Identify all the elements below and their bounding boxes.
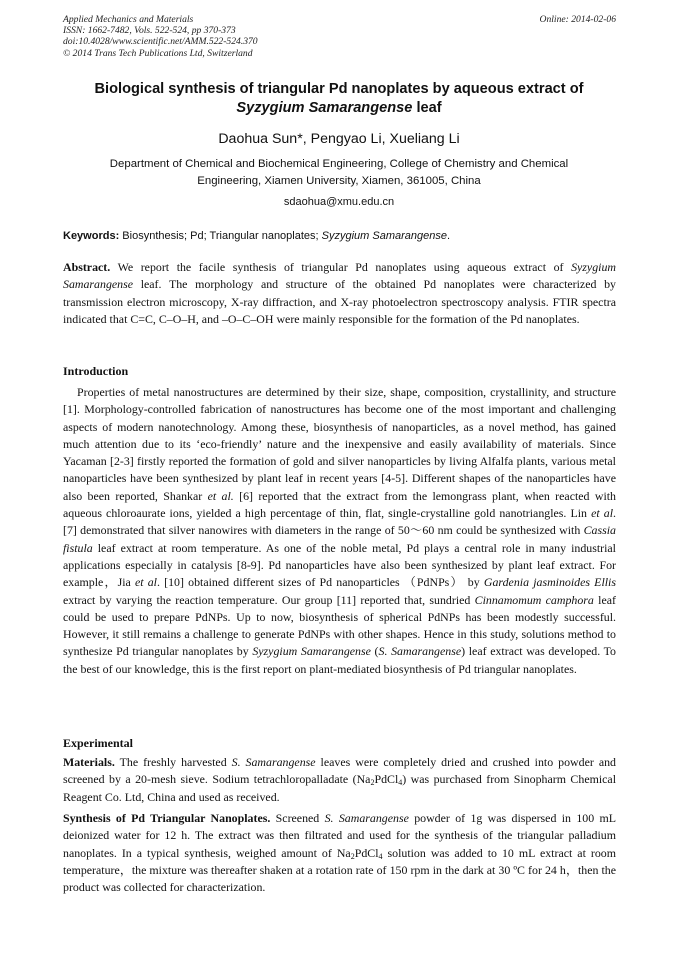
author-list: Daohua Sun*, Pengyao Li, Xueliang Li — [218, 131, 460, 147]
introduction-body: Properties of metal nanostructures are determined by their size, shape, composition, crystallinity, and structure [1]. Morphology-controlled fabrication of nanostructures has become one of the most important and challenging aspects of modern nanotechnology. Among these, biosynthesis of nanoparticles, as a novel method, has gained much attention due to its ‘eco-friendly’ nature and the inexpensive and easily availability of materials. Since Yacaman [2-3] firstly reported the formation of gold and silver nanoparticles by living Alfalfa plants, various metal nanoparticles have been synthesized by plant leaf in recent years [4-5]. Different shapes of the nanoparticles have also been reported, Shankar et al. [6] reported that the extract from the lemongrass plant, when reacted with aqueous chloroaurate ions, yielded a high percentage of thin, flat, single-crystalline gold nanotriangles. Lin et al. [7] demonstrated that silver nanowires with diameters in the range of 50～60 nm could be synthesized with Cassia fistula leaf extract at room temperature. As one of the noble metal, Pd plays a central role in many industrial applications especially in catalysis [8-9]. Pd nanoparticles have also been synthesized by plant leaf extract. For example，Jia et al. [10] obtained different sizes of Pd nanoparticles （PdNPs） by Gardenia jasminoides Ellis extract by varying the reaction temperature. Our group [11] reported that, sundried Cinnamomum camphora leaf could be used to prepare PdNPs. Up to now, biosynthesis of spherical PdNPs has been modestly successful. However, it still remains a challenge to generate PdNPs with other shapes. Hence in this study, solutions method to synthesize Pd triangular nanoplates by Syzygium Samarangense (S. Samarangense) leaf extract was developed. To the best of our knowledge, this is the first report on plant-mediated biosynthesis of Pd triangular nanoplates. — [63, 385, 617, 676]
introduction-heading: Introduction — [63, 364, 129, 378]
materials-paragraph: Materials. The freshly harvested S. Samarangense leaves were completely dried and crushed into powder and screened by a 20-mesh sieve. Sodium tetrachloropalladate $(Na_2PdCl_4)$ was purchased from Sinopharm Chemical Reagent Co. Ltd, China and used as received. — [63, 755, 617, 804]
journal-header — [63, 14, 258, 59]
materials-label: Materials. — [63, 755, 115, 769]
keywords-label: Keywords: — [63, 230, 120, 242]
abstract: Abstract. We report the facile synthesis of triangular Pd nanoplates using aqueous extract of Syzygium Samarangense leaf. The morphology and structure of the obtained Pd nanoplates were characterized by transmission electron microscopy, X-ray diffraction, and X-ray photoelectron spectroscopy analysis. FTIR spectra indicated that C=C, C–O–H, and –O–C–OH were mainly responsible for the formation of the Pd nanoplates. — [63, 260, 616, 326]
issn-line: ISSN: 1662-7482, Vols. 522-524, pp 370-373 — [63, 25, 236, 37]
affiliation: Department of Chemical and Biochemical Engineering, College of Chemistry and Chemical Engineering, Xiamen University, Xiamen, 361005, China — [109, 158, 569, 187]
keywords: Keywords: Biosynthesis; Pd; Triangular nanoplates; Syzygium Samarangense. — [63, 230, 451, 242]
online-date: Online: 2014-02-06 — [539, 14, 616, 25]
paper-title — [62, 80, 616, 118]
abstract-label: Abstract. — [63, 260, 111, 274]
synthesis-label: Synthesis of Pd Triangular Nanoplates. — [63, 811, 271, 825]
title-line-2: Syzygium Samarangense leaf — [236, 100, 442, 116]
journal-name: Applied Mechanics and Materials — [63, 14, 194, 25]
doi-line: doi:10.4028/www.scientific.net/AMM.522-524.370 — [63, 36, 258, 48]
corresponding-email[interactable]: sdaohua@xmu.edu.cn — [283, 196, 395, 208]
copyright-line: © 2014 Trans Tech Publications Ltd, Switzerland — [63, 47, 253, 59]
experimental-heading: Experimental — [63, 736, 133, 750]
synthesis-paragraph: Synthesis of Pd Triangular Nanoplates. Screened S. Samarangense powder of 1g was dispersed in 100 mL deionized water for 12 h. The extract was then filtrated and used for the synthesis of the triangular palladium nanoplates. In a typical synthesis, weighed amount of $Na_2PdCl_4$ solution was added to 10 mL extract at room temperature，the mixture was thereafter shaken at a rotation rate of 150 rpm in the dark at 30 ºC for 24 h，then the product was collected for characterization. — [63, 811, 617, 895]
title-line-1: Biological synthesis of triangular Pd nanoplates by aqueous extract of — [94, 81, 584, 97]
